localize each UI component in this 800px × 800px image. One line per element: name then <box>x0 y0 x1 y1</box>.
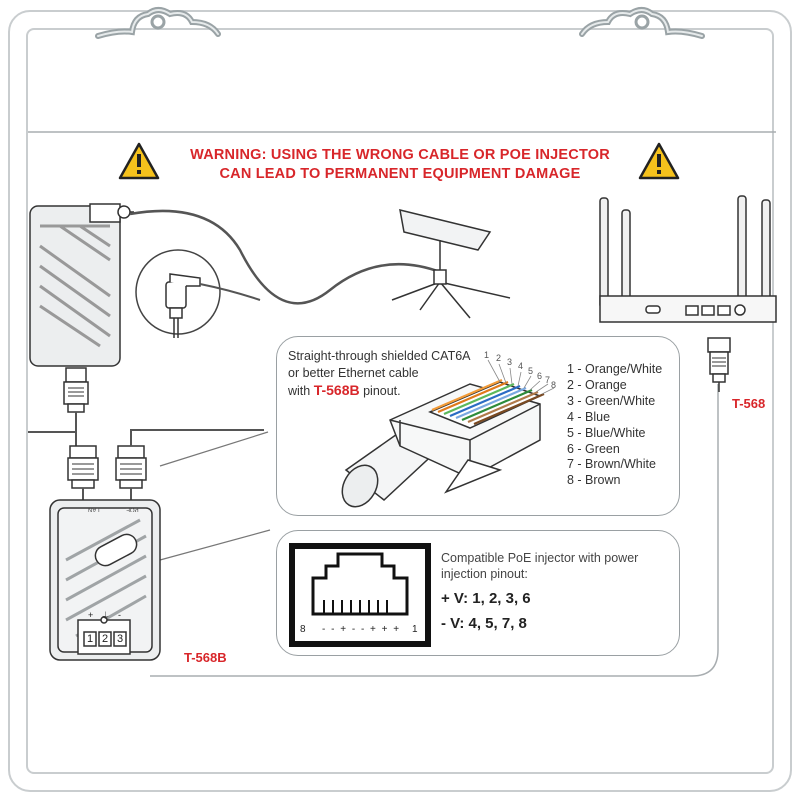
cable-pinout: pinout. <box>359 384 401 398</box>
injector-standard-label: T-568B <box>184 650 227 665</box>
terminal-plus-label: + <box>88 610 94 620</box>
pin-color-6: 6 - Green <box>567 441 620 456</box>
terminal-1: 1 <box>87 633 94 645</box>
cable-standard: T-568B <box>313 382 360 398</box>
pin-color-2: 2 - Orange <box>567 377 627 392</box>
pin-color-8: 8 - Brown <box>567 473 621 488</box>
jack-pin-1-label: 1 <box>412 624 418 635</box>
pin-number-8: 8 <box>551 380 557 390</box>
pin-number-3: 3 <box>507 357 513 367</box>
poe-description: Compatible PoE injector with power injection pinout: <box>441 551 639 581</box>
pin-color-7: 7 - Brown/White <box>567 457 656 472</box>
jack-pin-signs: - - + - - + + + <box>322 624 401 635</box>
pin-color-4: 4 - Blue <box>567 409 611 424</box>
pin-number-4: 4 <box>518 361 524 371</box>
pin-number-5: 5 <box>528 366 534 376</box>
pin-color-5: 5 - Blue/White <box>567 425 646 440</box>
cable-line-1: Straight-through shielded CAT6A <box>288 349 471 363</box>
warning-line-1: WARNING: USING THE WRONG CABLE OR POE INJECTOR <box>190 147 610 163</box>
injector-poe-label: POE <box>126 506 139 512</box>
cable-with: with <box>288 384 314 398</box>
pin-number-7: 7 <box>545 375 551 385</box>
pin-number-6: 6 <box>537 371 543 381</box>
pin-number-1: 1 <box>484 350 490 360</box>
terminal-3: 3 <box>117 633 124 645</box>
terminal-ground-label: ⏚ <box>101 611 111 621</box>
terminal-2: 2 <box>102 633 109 645</box>
terminal-minus-label: - <box>118 610 121 620</box>
jack-pin-8-label: 8 <box>300 624 306 635</box>
poe-negative-pins: - V: 4, 5, 7, 8 <box>441 615 527 632</box>
pin-color-1: 1 - Orange/White <box>567 362 663 376</box>
pin-number-2: 2 <box>496 353 502 363</box>
injector-lan-label: LAN <box>88 506 100 512</box>
pin-color-3: 3 - Green/White <box>567 393 656 408</box>
cable-line-2: or better Ethernet cable <box>288 366 419 380</box>
router-standard-label: T-568 <box>732 396 766 411</box>
warning-line-2: CAN LEAD TO PERMANENT EQUIPMENT DAMAGE <box>219 166 581 182</box>
poe-positive-pins: + V: 1, 2, 3, 6 <box>441 590 531 607</box>
